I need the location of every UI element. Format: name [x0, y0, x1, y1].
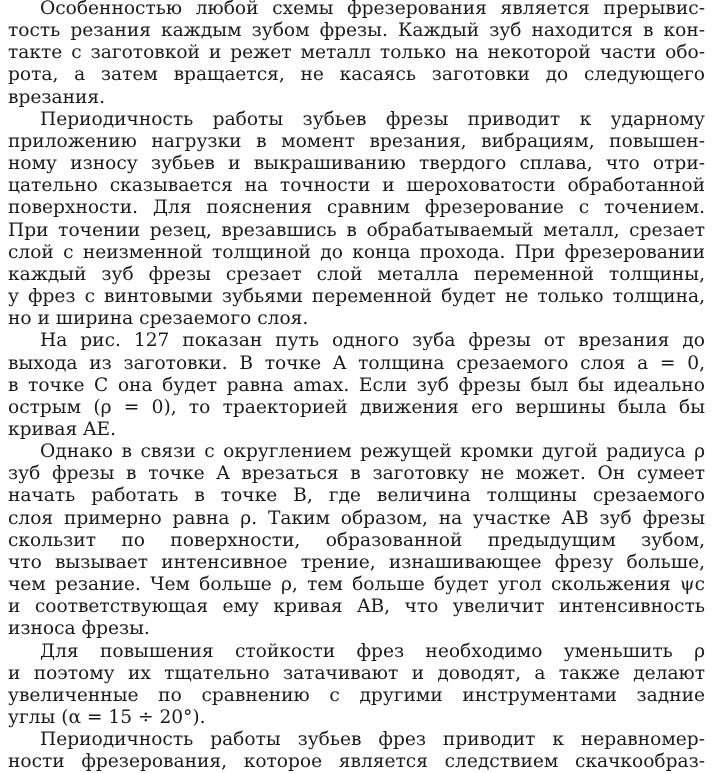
text-line: скользит по поверхности, образованной предыдущим зубом,: [8, 529, 705, 551]
text-line: При точении резец, врезавшись в обрабатываемый металл, срезает: [8, 219, 705, 241]
text-line: износа фрезы.: [8, 618, 150, 640]
paragraph-6: [8, 729, 705, 773]
text-line: ности фрезерования, которое является следствием скачкообраз-: [8, 751, 705, 773]
text-line: кривая AE.: [8, 418, 117, 440]
paragraph-5: [8, 641, 705, 730]
text-line: чем резание. Чем больше ρ, тем больше будет угол скольжения ψc: [8, 574, 705, 596]
text-line: слоя примерно равна ρ. Таким образом, на участке AB зуб фрезы: [8, 507, 705, 529]
text-line: Периодичность работы зубьев фрезы приводит к ударному: [40, 108, 705, 130]
text-line: в точке C она будет равна amax. Если зуб фрезы был бы идеально: [8, 374, 705, 396]
text-line: Особенностью любой схемы фрезерования является прерывис-: [40, 0, 705, 19]
text-line: каждый зуб фрезы срезает слой металла переменной толщины,: [8, 263, 705, 285]
text-line: у фрез с винтовыми зубьями переменной будет не только толщина,: [8, 286, 705, 308]
text-line: острым (ρ = 0), то траекторией движения его вершины была бы: [8, 396, 705, 418]
text-line: увеличенные по сравнению с другими инструментами задние: [8, 684, 705, 706]
text-line: и поэтому их тщательно затачивают и доводят, а также делают: [8, 662, 705, 684]
text-line: но и ширина срезаемого слоя.: [8, 308, 309, 330]
paragraph-3: [8, 330, 705, 441]
text-line: поверхности. Для пояснения сравним фрезерование с точением.: [8, 197, 705, 219]
text-line: Периодичность работы зубьев фрез приводит к неравномер-: [40, 729, 705, 751]
text-line: рота, а затем вращается, не касаясь заготовки до следующего: [8, 64, 705, 86]
text-line: углы (α = 15 ÷ 20°).: [8, 707, 206, 728]
text-line: Для повышения стойкости фрез необходимо уменьшить ρ: [40, 640, 705, 662]
text-line: ному износу зубьев и выкрашиванию твердого сплава, что отри-: [8, 153, 705, 175]
paragraph-1: [8, 0, 705, 109]
text-line: приложению нагрузки в момент врезания, вибрациям, повышен-: [8, 130, 705, 152]
text-line: выхода из заготовки. В точке A толщина срезаемого слоя a = 0,: [8, 352, 705, 374]
text-line: врезания.: [8, 86, 106, 108]
paragraph-2: [8, 109, 705, 331]
paragraph-4: [8, 441, 705, 640]
text-line: и соответствующая ему кривая AB, что увеличит интенсивность: [8, 596, 705, 618]
text-line: что вызывает интенсивное трение, изнашивающее фрезу больше,: [8, 551, 705, 573]
text-line: слой с неизменной толщиной до конца прохода. При фрезеровании: [8, 241, 705, 263]
text-line: тость резания каждым зубом фрезы. Каждый зуб находится в кон-: [8, 20, 705, 42]
text-line: такте с заготовкой и режет металл только на некоторой части обо-: [8, 42, 705, 64]
text-line: На рис. 127 показан путь одного зуба фрезы от врезания до: [40, 330, 705, 352]
text-line: зуб фрезы в точке A врезаться в заготовку не может. Он сумеет: [8, 463, 705, 485]
text-line: цательно сказывается на точности и шероховатости обработанной: [8, 175, 705, 197]
text-line: начать работать в точке B, где величина толщины срезаемого: [8, 485, 705, 507]
text-line: Однако в связи с округлением режущей кромки дугой радиуса ρ: [40, 441, 705, 463]
document-text: [8, 0, 705, 773]
